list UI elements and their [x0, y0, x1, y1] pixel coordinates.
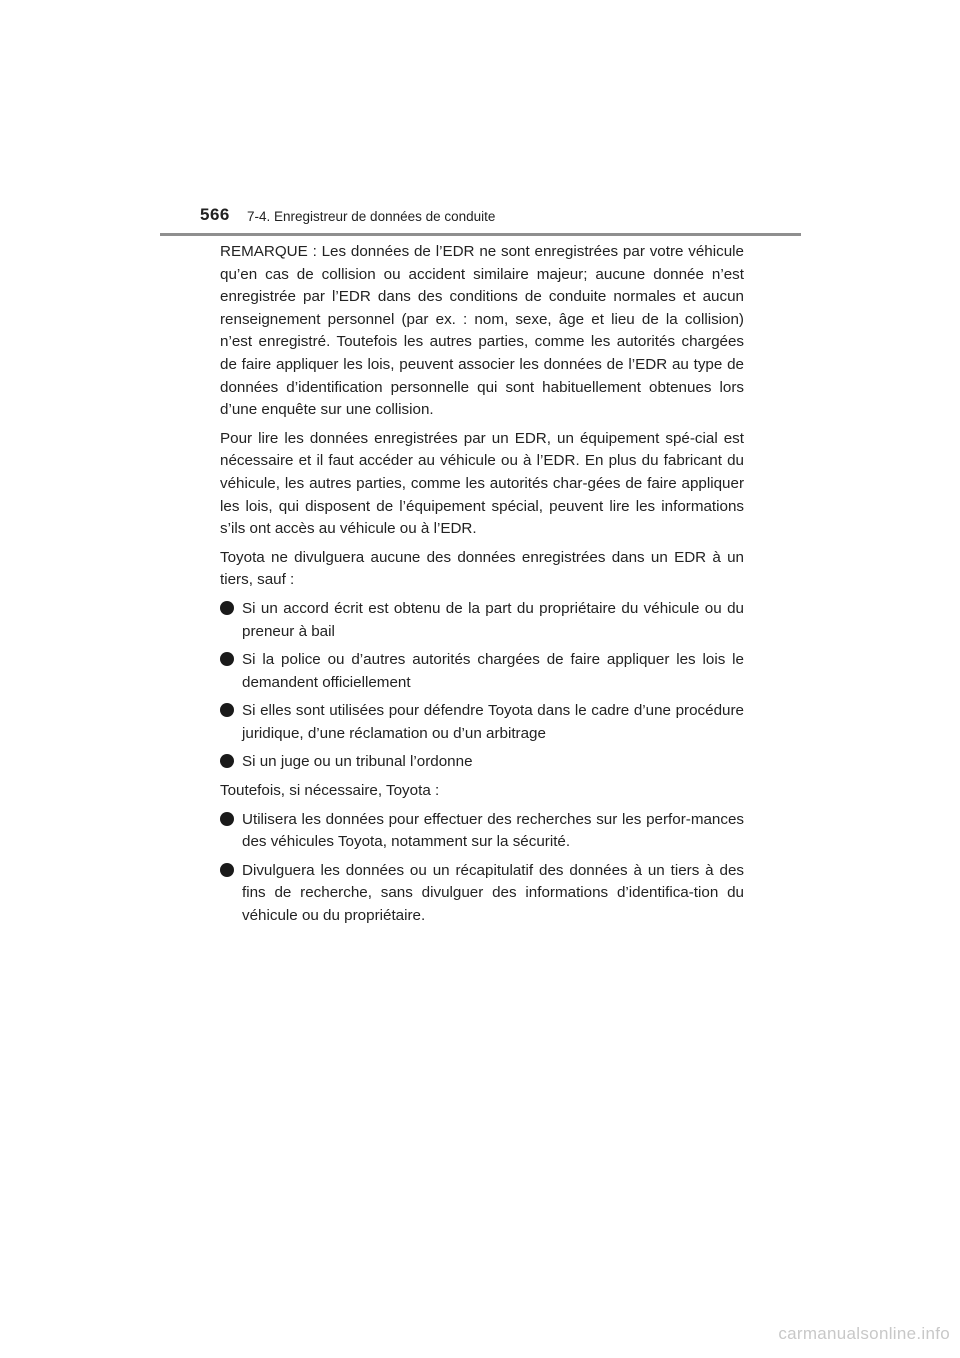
section-title: 7-4. Enregistreur de données de conduite [247, 209, 496, 224]
disclosure-exceptions-list [220, 598, 744, 774]
list-item-text: Si la police ou d’autres autorités chargées de faire appliquer les lois le demandent officiellement [242, 651, 744, 691]
list-item-text: Si elles sont utilisées pour défendre Toyota dans le cadre d’une procédure juridique, d’une réclamation ou d’un arbitrage [242, 702, 744, 742]
list-item [220, 598, 744, 643]
page-body [220, 241, 744, 934]
list-item-text: Utilisera les données pour effectuer des recherches sur les perfor-mances des véhicules Toyota, notamment sur la sécurité. [242, 810, 744, 851]
toyota-uses-list [220, 809, 744, 928]
list-item-text: Si un juge ou un tribunal l’ordonne [242, 753, 473, 771]
paragraph-however: Toutefois, si nécessaire, Toyota : [220, 782, 440, 800]
page-number: 566 [200, 205, 230, 224]
list-item-text: Divulguera les données ou un récapitulatif des données à un tiers à des fins de recherche, sans divulguer des informations d’identifica-tion du véhicule ou du propriétaire. [242, 861, 744, 925]
paragraph-data-reading: Pour lire les données enregistrées par un EDR, un équipement spé-cial est nécessaire et il faut accéder au véhicule ou à l’EDR. En plus du fabricant du véhicule, les autres parties, comme les autorités char-gées de faire appliquer les lois, qui disposent de l’équipement spécial, peuvent lire les informations s’ils ont accès au véhicule ou à l’EDR. [220, 429, 744, 538]
header-divider [160, 233, 801, 236]
watermark: carmanualsonline.info [778, 1324, 950, 1343]
list-item-text: Si un accord écrit est obtenu de la part du propriétaire du véhicule ou du preneur à bail [242, 599, 744, 640]
list-item [220, 751, 744, 774]
list-item [220, 700, 744, 745]
paragraph-disclosure-intro: Toyota ne divulguera aucune des données enregistrées dans un EDR à un tiers, sauf : [220, 548, 744, 589]
bullet-icon [220, 754, 234, 768]
page-header [0, 0, 960, 240]
list-item [220, 649, 744, 694]
bullet-icon [220, 863, 234, 877]
paragraph-edr-note: REMARQUE : Les données de l’EDR ne sont enregistrées par votre véhicule qu’en cas de collision ou accident similaire majeur; aucune donnée n’est enregistrée par l’EDR dans des conditions de conduite normales et aucun renseignement personnel (par ex. : nom, sexe, âge et lieu de la collision) n’est enregistré. Toutefois les autres parties, comme les autorités chargées de faire appliquer les lois, peuvent associer les données de l’EDR au type de données d’identification personnelle qui sont habituellement obtenues lors d’une enquête sur une collision. [220, 243, 744, 419]
bullet-icon [220, 812, 234, 826]
bullet-icon [220, 703, 234, 717]
list-item [220, 809, 744, 854]
bullet-icon [220, 601, 234, 615]
list-item [220, 860, 744, 928]
bullet-icon [220, 652, 234, 666]
